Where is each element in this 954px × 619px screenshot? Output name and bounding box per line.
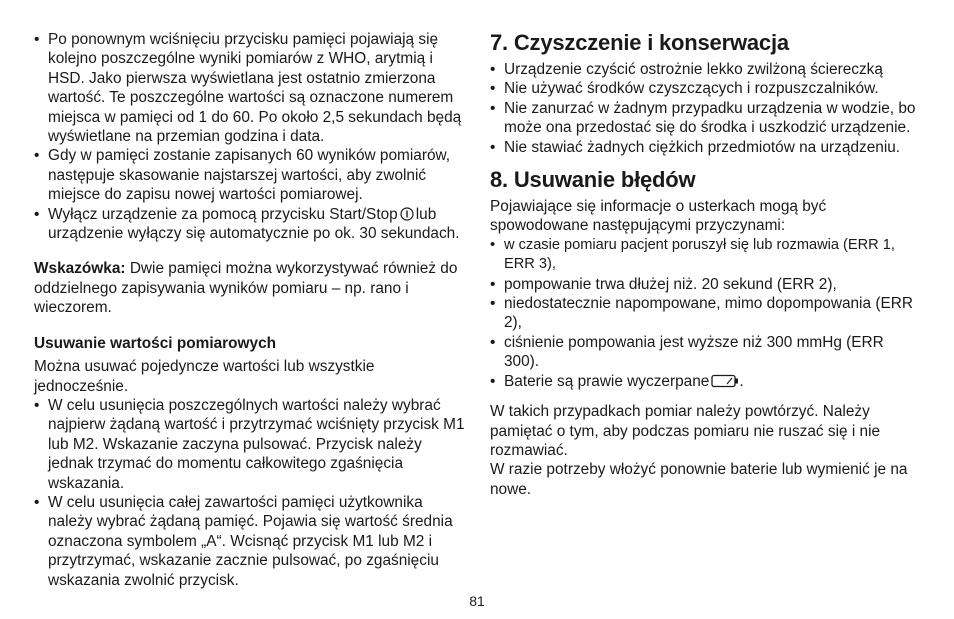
memory-recall-list [34,30,466,243]
power-icon [400,207,414,221]
closing-paragraph: W takich przypadkach pomiar należy powtórzyć. Należy pamiętać o tym, aby podczas pomiaru nie ruszać się i nie rozmawiać. [490,403,881,459]
list-item: • Urządzenie czyścić ostrożnie lekko zwilżoną ściereczką [490,60,922,79]
list-item: • Nie stawiać żadnych ciężkich przedmiotów na urządzeniu. [490,138,922,157]
battery-low-icon [711,374,739,388]
list-item: • pompowanie trwa dłużej niż. 20 sekund (ERR 2), [490,275,922,294]
left-column [34,30,466,590]
list-item-text: Baterie są prawie wyczerpane [504,372,710,390]
list-item-text: . [739,372,744,390]
section-8-heading: 8. Usuwanie błędów [490,167,696,193]
list-item-battery [490,372,922,391]
list-item: • ciśnienie pompowania jest wyższe niż 300 mmHg (ERR 300). [490,333,922,372]
list-item: • Gdy w pamięci zostanie zapisanych 60 wyników pomiarów, następuje skasowanie najstarszej wartości, aby zwolnić miejsce do zapisu nowej wartości pomiarowej. [34,146,466,204]
list-item: • w czasie pomiaru pacjent poruszył się lub rozmawia (ERR 1, ERR 3), [490,236,922,275]
delete-intro: Można usuwać pojedyncze wartości lub wszystkie jednocześnie. [34,358,375,395]
list-item: • W celu usunięcia poszczególnych wartości należy wybrać najpierw żądaną wartość i przytrzymać wciśnięty przycisk M1 lub M2. Wskazanie zaczyna pulsować. Przycisk należy jednak trzymać do momentu całkowitego zgaśnięcia wskazania. [34,396,466,493]
right-column [490,30,922,499]
note-text: Dwie pamięci można wykorzystywać również do oddzielnego zapisywania wyników pomiaru – np. rano i wieczorem. [34,260,458,317]
list-item-text: Wyłącz urządzenie za pomocą przycisku Start/Stop [48,205,398,223]
closing-paragraph: W razie potrzeby włożyć ponownie baterie lub wymienić je na nowe. [490,461,908,498]
errors-list [490,236,922,391]
section-7-heading: 7. Czyszczenie i konserwacja [490,30,789,55]
list-item: • W celu usunięcia całej zawartości pamięci użytkownika należy wybrać żądaną pamięć. Pojawia się wartość średnia oznaczona symbolem „A“. Wcisnąć przycisk M1 lub M2 i przytrzymać, wskazanie zacznie pulsować, po zgaśnięciu wskazania zwolnić przycisk. [34,493,466,590]
delete-values-list [34,396,466,590]
list-item: • Nie zanurzać w żadnym przypadku urządzenia w wodzie, bo może ona przedostać się do środka i uszkodzić urządzenie. [490,99,922,138]
note-label: Wskazówka: [34,260,126,278]
note-paragraph [34,259,466,317]
list-item-text: lub urządzenie wyłączy się automatycznie po ok. 30 sekundach. [48,205,460,243]
list-item: • Po ponownym wciśnięciu przycisku pamięci pojawiają się kolejno poszczególne wyniki pomiarów z WHO, arytmią i HSD. Jako pierwsza wyświetlana jest ostatnio zmierzona wartość. Te poszczególne wartości są oznaczone numerem miejsca w pamięci od 1 do 60. Po około 2,5 sekundach będą wyświetlane na przemian godzina i data. [34,30,466,146]
list-item: • niedostatecznie napompowane, mimo dopompowania (ERR 2), [490,294,922,333]
cleaning-list [490,60,922,157]
errors-intro: Pojawiające się informacje o usterkach mogą być spowodowane następującymi przyczynami: [490,198,827,235]
list-item: • Nie używać środków czyszczących i rozpuszczalników. [490,79,922,98]
list-item-start-stop [34,205,466,244]
subheading-delete-values: Usuwanie wartości pomiarowych [34,334,277,352]
page-number: 81 [469,593,485,609]
